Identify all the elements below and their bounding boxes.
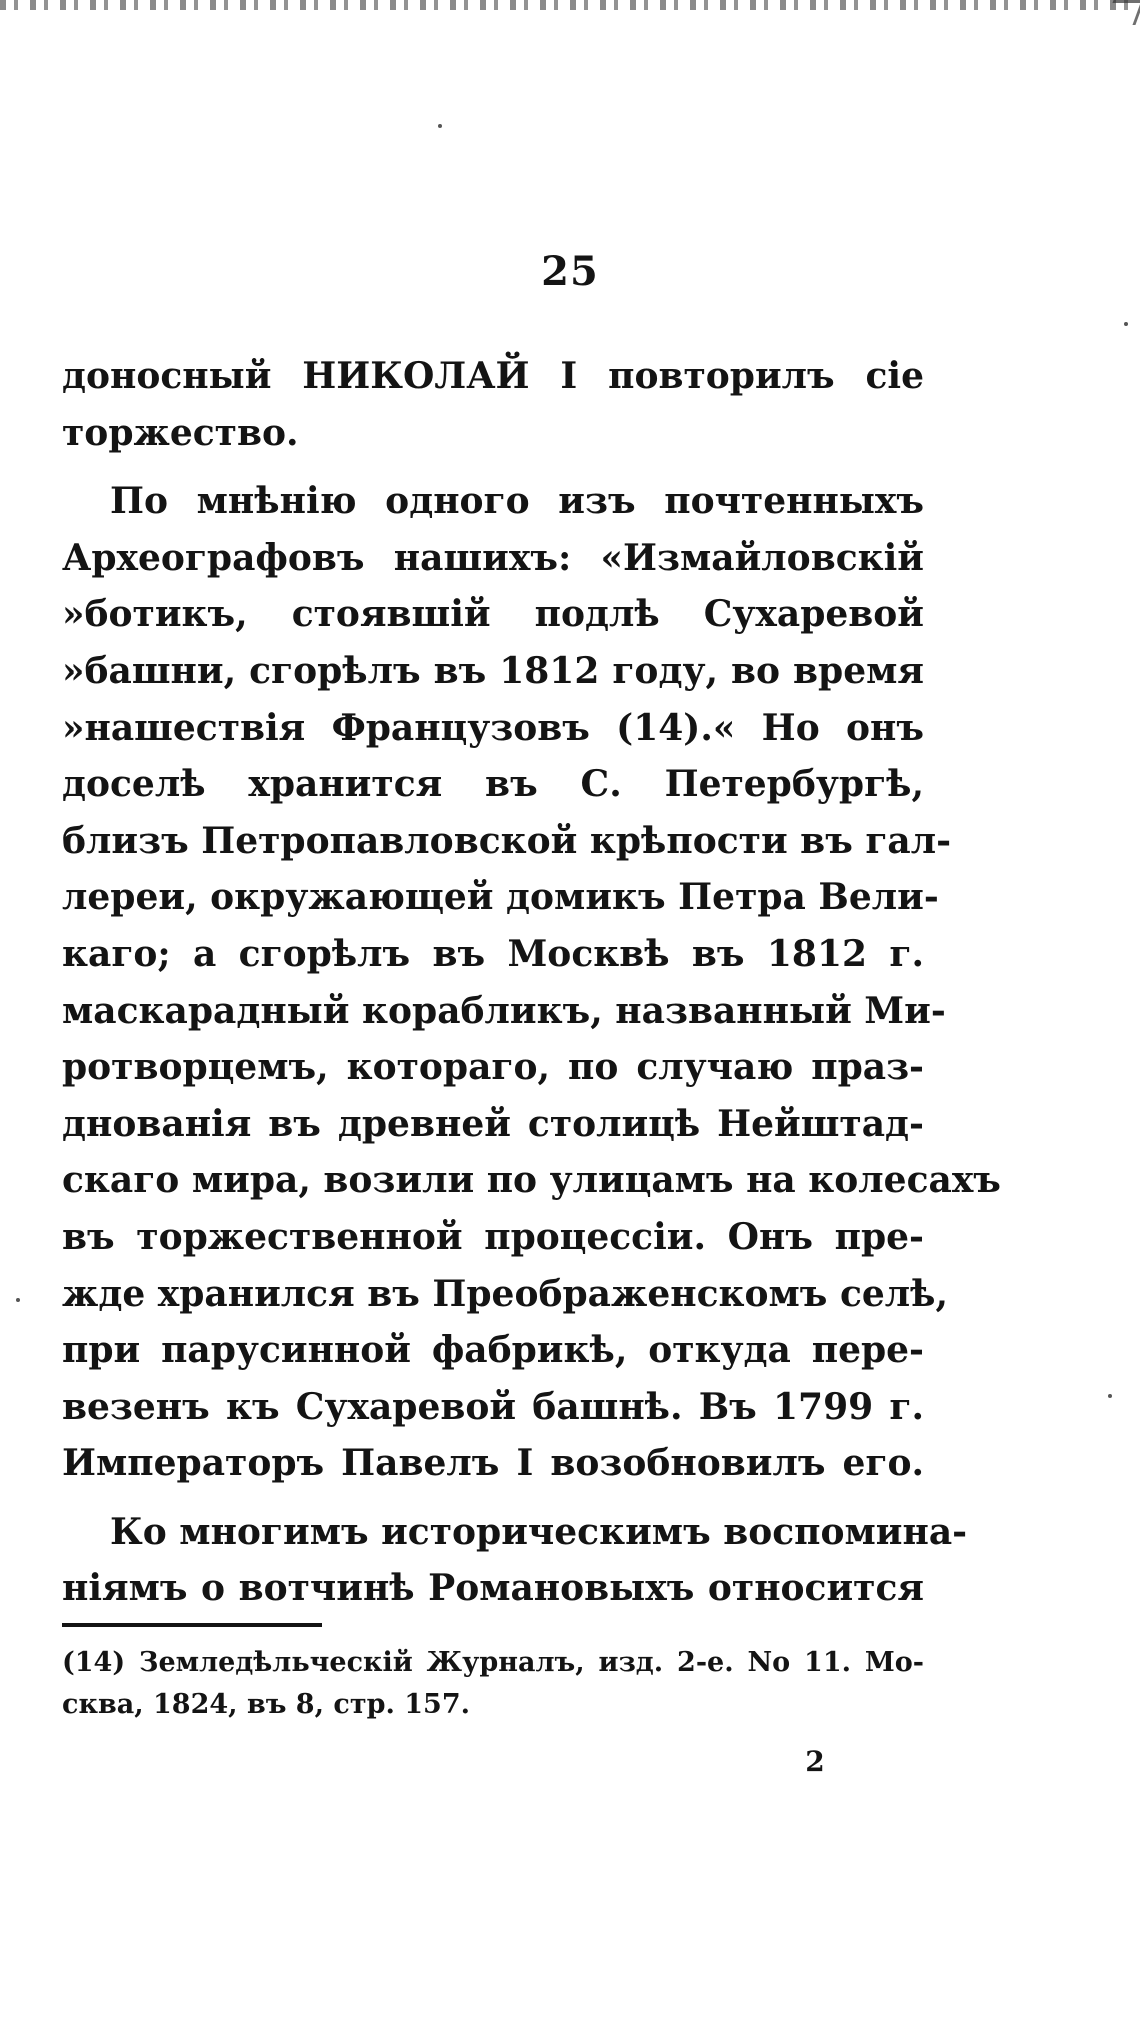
ink-speck	[438, 124, 442, 128]
text-line: ніямъ о вотчинѣ Романовыхъ относится	[62, 1567, 924, 1610]
text-line: доносный НИКОЛАЙ I повторилъ сіе	[62, 355, 924, 397]
footnote-line: (14) Земледѣльческій Журналъ, изд. 2-е. No 11. Мо-	[62, 1647, 924, 1678]
text-line: доселѣ хранится въ С. Петербургѣ,	[62, 763, 924, 806]
paragraph-gap	[62, 461, 924, 473]
footnote-divider	[62, 1623, 322, 1627]
ink-speck	[1108, 1394, 1112, 1398]
text-line: Ко многимъ историческимъ воспомина-	[110, 1510, 968, 1553]
text-line: »ботикъ, стоявшій подлѣ Сухаревой	[62, 593, 924, 636]
text-line: Императоръ Павелъ I возобновилъ его.	[62, 1442, 924, 1485]
footnote-line: сква, 1824, въ 8, стр. 157.	[62, 1689, 471, 1720]
text-line: »нашествія Французовъ (14).« Но онъ	[62, 706, 924, 749]
ink-speck	[1124, 322, 1128, 326]
text-line: лереи, окружающей домикъ Петра Вели-	[62, 876, 939, 919]
text-line: По мнѣнію одного изъ почтенныхъ	[110, 480, 924, 523]
text-line: Археографовъ нашихъ: «Измайловскій	[62, 536, 924, 579]
paragraph-gap	[62, 1492, 924, 1504]
text-line: маскарадный корабликъ, названный Ми-	[62, 989, 946, 1032]
text-line: торжество.	[62, 411, 299, 454]
text-line: близъ Петропавловской крѣпости въ гал-	[62, 819, 952, 862]
footnote	[62, 1642, 924, 1726]
page-number: 25	[541, 248, 599, 295]
text-line: при парусинной фабрикѣ, откуда пере-	[62, 1329, 924, 1372]
text-line: днованія въ древней столицѣ Нейштад-	[62, 1102, 924, 1145]
signature-mark: 2	[805, 1745, 825, 1778]
body-text	[62, 348, 1001, 1617]
text-line: скаго мира, возили по улицамъ на колесахъ	[62, 1159, 1001, 1202]
text-line: »башни, сгорѣлъ въ 1812 году, во время	[62, 649, 924, 692]
ink-speck	[16, 1298, 20, 1302]
text-line: каго; а сгорѣлъ въ Москвѣ въ 1812 г.	[62, 932, 924, 975]
page-top-edge	[0, 0, 1140, 10]
text-line: жде хранился въ Преображенскомъ селѣ,	[62, 1272, 948, 1315]
text-line: везенъ къ Сухаревой башнѣ. Въ 1799 г.	[62, 1385, 924, 1428]
text-line: въ торжественной процессіи. Онъ пре-	[62, 1215, 924, 1258]
text-line: ротворцемъ, котораго, по случаю праз-	[62, 1046, 924, 1089]
